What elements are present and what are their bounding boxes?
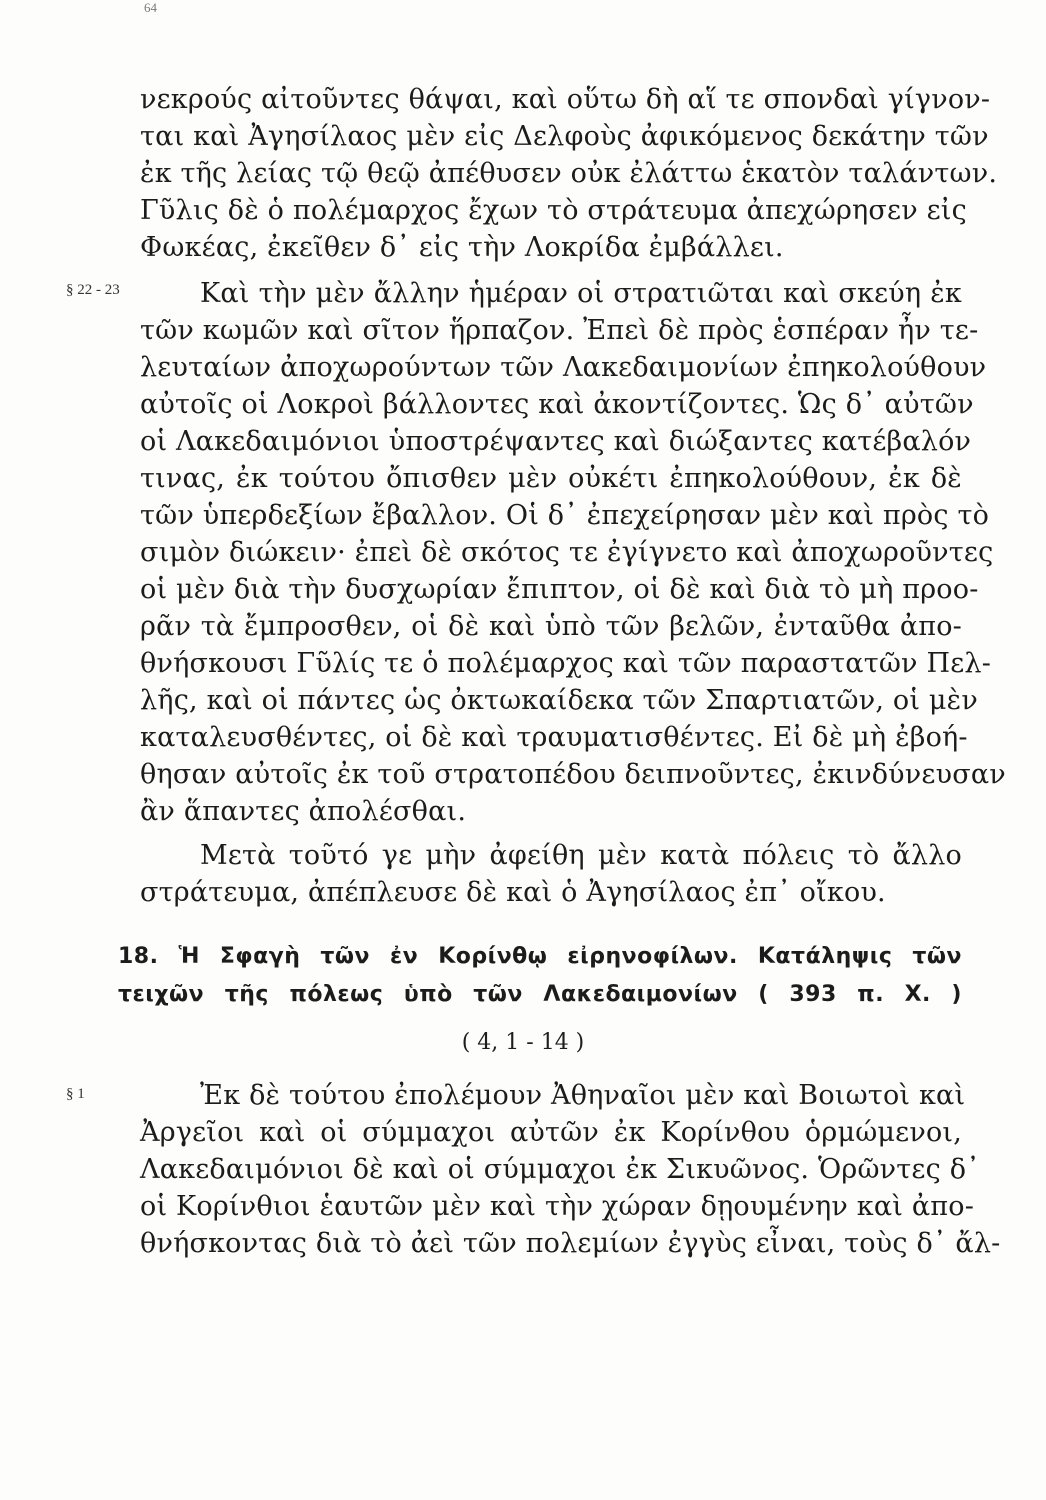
text-line: ἐκ τῆς λείας τῷ θεῷ ἀπέθυσεν οὐκ ἐλάττω ἑκατὸν ταλάντων. xyxy=(140,158,998,189)
text-line: αὐτοῖς οἱ Λοκροὶ βάλλοντες καὶ ἀκοντίζοντες. Ὡς δ᾽ αὐτῶν xyxy=(140,389,974,420)
text-line: Λακεδαιμόνιοι δὲ καὶ οἱ σύμμαχοι ἐκ Σικυῶνος. Ὁρῶντες δ᾽ xyxy=(140,1154,980,1185)
text-line: Καὶ τὴν μὲν ἄλλην ἡμέραν οἱ στρατιῶται καὶ σκεύη ἐκ xyxy=(200,278,962,309)
text-line: Ἐκ δὲ τούτου ἐπολέμουν Ἀθηναῖοι μὲν καὶ Βοιωτοὶ καὶ xyxy=(200,1080,966,1111)
text-line: θνήσκουσι Γῦλίς τε ὁ πολέμαρχος καὶ τῶν παραστατῶν Πελ- xyxy=(140,648,992,679)
section-title: τειχῶν τῆς πόλεως ὑπὸ τῶν Λακεδαιμονίων ( 393 π. Χ. ) xyxy=(118,982,962,1007)
text-line: οἱ μὲν διὰ τὴν δυσχωρίαν ἔπιπτον, οἱ δὲ καὶ διὰ τὸ μὴ προο- xyxy=(140,574,979,605)
text-line: καταλευσθέντες, οἱ δὲ καὶ τραυματισθέντες. Εἰ δὲ μὴ ἐβοή- xyxy=(140,722,968,753)
text-line: νεκρούς αἰτοῦντες θάψαι, καὶ οὕτω δὴ αἵ τε σπονδαὶ γίγνον- xyxy=(140,84,991,115)
text-line: Φωκέας, ἐκεῖθεν δ᾽ εἰς τὴν Λοκρίδα ἐμβάλλει. xyxy=(140,232,784,263)
text-line: ἂν ἅπαντες ἀπολέσθαι. xyxy=(140,796,467,827)
section-title: 18. Ἡ Σφαγὴ τῶν ἐν Κορίνθῳ εἰρηνοφίλων. Κατάληψις τῶν xyxy=(118,944,962,969)
margin-section-ref: § 22 - 23 xyxy=(66,282,120,298)
text-line: θησαν αὐτοῖς ἐκ τοῦ στρατοπέδου δειπνοῦντες, ἐκινδύνευσαν xyxy=(140,759,1006,790)
text-line: Γῦλις δὲ ὁ πολέμαρχος ἔχων τὸ στράτευμα ἀπεχώρησεν εἰς xyxy=(140,195,967,226)
margin-section-ref: § 1 xyxy=(66,1086,85,1102)
text-line: Μετὰ τοῦτό γε μὴν ἀφείθη μὲν κατὰ πόλεις τὸ ἄλλο xyxy=(200,840,962,871)
page-number: 64 xyxy=(144,0,157,15)
text-line: θνήσκοντας διὰ τὸ ἀεὶ τῶν πολεμίων ἐγγὺς εἶναι, τοὺς δ᾽ ἄλ- xyxy=(140,1228,1001,1259)
text-line: οἱ Κορίνθιοι ἑαυτῶν μὲν καὶ τὴν χώραν δῃουμένην καὶ ἀπο- xyxy=(140,1191,975,1222)
text-line: Ἀργεῖοι καὶ οἱ σύμμαχοι αὐτῶν ἐκ Κορίνθου ὁρμώμενοι, xyxy=(140,1117,962,1148)
text-line: λευταίων ἀποχωρούντων τῶν Λακεδαιμονίων ἐπηκολούθουν xyxy=(140,352,987,383)
text-line: τινας, ἐκ τούτου ὄπισθεν μὲν οὐκέτι ἐπηκολούθουν, ἐκ δὲ xyxy=(140,463,962,494)
text-line: λῆς, καὶ οἱ πάντες ὡς ὀκτωκαίδεκα τῶν Σπαρτιατῶν, οἱ μὲν xyxy=(140,685,978,716)
text-line: σιμὸν διώκειν· ἐπεὶ δὲ σκότος τε ἐγίγνετο καὶ ἀποχωροῦντες xyxy=(140,537,994,568)
text-line: στράτευμα, ἀπέπλευσε δὲ καὶ ὁ Ἀγησίλαος ἐπ᾽ οἴκου. xyxy=(140,877,886,908)
section-reference: ( 4, 1 - 14 ) xyxy=(461,1030,585,1055)
text-line: τῶν κωμῶν καὶ σῖτον ἥρπαζον. Ἐπεὶ δὲ πρὸς ἑσπέραν ἦν τε- xyxy=(140,315,979,346)
text-line: ται καὶ Ἀγησίλαος μὲν εἰς Δελφοὺς ἀφικόμενος δεκάτην τῶν xyxy=(140,121,989,152)
text-line: ρᾶν τὰ ἔμπροσθεν, οἱ δὲ καὶ ὑπὸ τῶν βελῶν, ἐνταῦθα ἀπο- xyxy=(140,611,962,642)
text-line: οἱ Λακεδαιμόνιοι ὑποστρέψαντες καὶ διώξαντες κατέβαλόν xyxy=(140,426,972,457)
text-line: τῶν ὑπερδεξίων ἔβαλλον. Οἱ δ᾽ ἐπεχείρησαν μὲν καὶ πρὸς τὸ xyxy=(140,500,990,531)
